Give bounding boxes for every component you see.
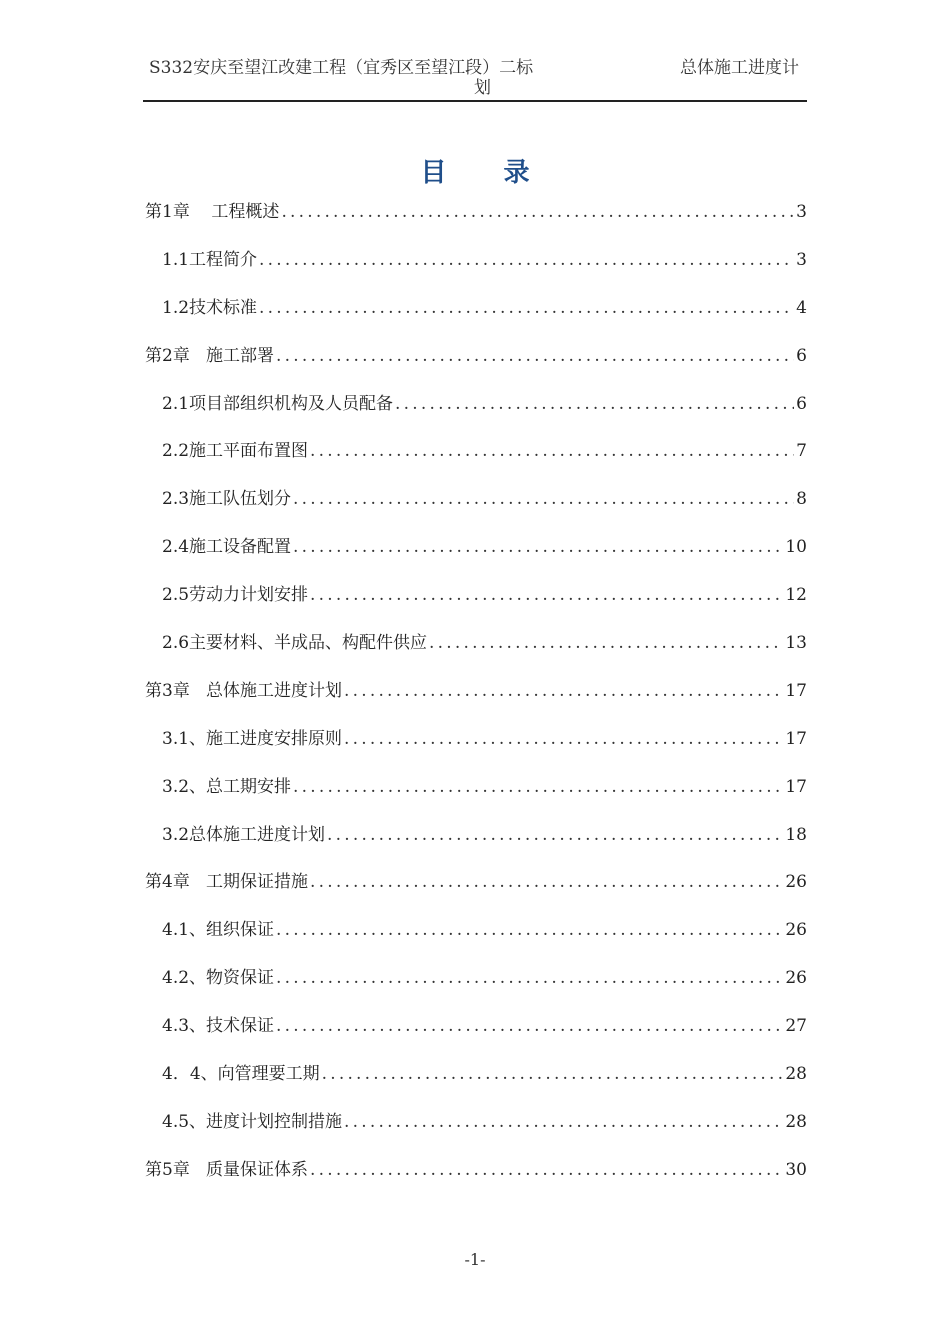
- toc-entry[interactable]: [145, 819, 807, 867]
- toc-entry-page: 30: [785, 1159, 807, 1180]
- toc-entry[interactable]: [145, 723, 807, 771]
- toc-entry[interactable]: [145, 866, 807, 914]
- toc-dot-leader: [429, 627, 783, 659]
- toc-entry[interactable]: [145, 1154, 807, 1202]
- toc-entry[interactable]: [145, 483, 807, 531]
- toc-entry-page: 4: [796, 297, 807, 318]
- toc-dot-leader: [259, 244, 794, 276]
- toc-dot-leader: [293, 483, 794, 515]
- toc-entry-label: 2.1项目部组织机构及人员配备: [162, 393, 394, 414]
- toc-dot-leader: [327, 819, 783, 851]
- toc-entry[interactable]: [145, 675, 807, 723]
- toc-dot-leader: [276, 962, 783, 994]
- table-of-contents: [145, 196, 807, 1202]
- toc-dot-leader: [310, 1154, 783, 1186]
- toc-entry-page: 12: [785, 585, 807, 606]
- toc-entry[interactable]: [145, 914, 807, 962]
- toc-entry[interactable]: [145, 1010, 807, 1058]
- page-number: -1-: [464, 1250, 486, 1269]
- toc-entry-label: 第1章 工程概述: [145, 202, 280, 222]
- toc-entry-label: 4．4、向管理要工期: [162, 1064, 320, 1085]
- toc-dot-leader: [293, 531, 783, 563]
- toc-entry-page: 26: [785, 920, 807, 941]
- toc-entry-label: 2.5劳动力计划安排: [162, 585, 309, 606]
- toc-entry-page: 17: [785, 680, 807, 701]
- header-project-title-line2: 划: [474, 78, 491, 98]
- toc-dot-leader: [310, 866, 783, 898]
- toc-entry[interactable]: [145, 244, 807, 292]
- toc-entry[interactable]: [145, 962, 807, 1010]
- toc-entry[interactable]: [145, 292, 807, 340]
- toc-entry-page: 28: [785, 1064, 807, 1085]
- toc-dot-leader: [395, 388, 794, 420]
- toc-entry-label: 2.3施工队伍划分: [162, 489, 292, 510]
- toc-entry-label: 1.2技术标准: [162, 297, 258, 318]
- toc-dot-leader: [344, 723, 783, 755]
- toc-entry-page: 3: [796, 249, 807, 270]
- toc-entry[interactable]: [145, 435, 807, 483]
- toc-entry-label: 第3章 总体施工进度计划: [145, 680, 343, 701]
- page-header: [143, 56, 807, 102]
- toc-entry[interactable]: [145, 531, 807, 579]
- toc-entry[interactable]: [145, 579, 807, 627]
- toc-dot-leader: [281, 196, 794, 228]
- toc-entry[interactable]: [145, 771, 807, 819]
- toc-dot-leader: [276, 914, 783, 946]
- toc-entry-page: 13: [785, 633, 807, 654]
- toc-title: 目 录: [420, 158, 554, 188]
- toc-entry-label: 第2章 施工部署: [145, 345, 275, 366]
- toc-entry-label: 4.2、物资保证: [162, 968, 275, 989]
- toc-entry-label: 4.1、组织保证: [162, 920, 275, 941]
- toc-entry-label: 3.2总体施工进度计划: [162, 824, 326, 845]
- toc-dot-leader: [322, 1058, 784, 1090]
- toc-dot-leader: [259, 292, 794, 324]
- toc-entry-page: 17: [785, 776, 807, 797]
- toc-entry-label: 2.2施工平面布置图: [162, 441, 309, 462]
- toc-dot-leader: [276, 340, 794, 372]
- toc-entry-label: 2.4施工设备配置: [162, 537, 292, 558]
- toc-entry-page: 3: [796, 202, 807, 222]
- toc-dot-leader: [344, 1106, 783, 1138]
- toc-entry-page: 18: [785, 824, 807, 845]
- toc-entry-label: 2.6主要材料、半成品、构配件供应: [162, 633, 428, 654]
- toc-entry[interactable]: [145, 1106, 807, 1154]
- toc-entry[interactable]: [145, 627, 807, 675]
- toc-entry-label: 第5章 质量保证体系: [145, 1159, 309, 1180]
- header-project-title-line1: S332安庆至望江改建工程（宜秀区至望江段）二标: [149, 58, 534, 78]
- toc-entry-page: 28: [785, 1111, 807, 1132]
- toc-entry[interactable]: [145, 388, 807, 436]
- toc-entry-page: 10: [785, 537, 807, 558]
- toc-entry[interactable]: [145, 1058, 807, 1106]
- toc-entry[interactable]: [145, 340, 807, 388]
- header-project-title: [143, 58, 649, 98]
- toc-entry-label: 4.3、技术保证: [162, 1016, 275, 1037]
- toc-entry-page: 26: [785, 968, 807, 989]
- toc-dot-leader: [276, 1010, 783, 1042]
- toc-entry-page: 8: [796, 489, 807, 510]
- toc-entry-label: 1.1工程简介: [162, 249, 258, 270]
- header-document-title: 总体施工进度计: [680, 58, 799, 78]
- toc-dot-leader: [293, 771, 783, 803]
- toc-entry-page: 7: [796, 441, 807, 462]
- toc-dot-leader: [344, 675, 783, 707]
- toc-entry-page: 6: [796, 345, 807, 366]
- toc-entry-label: 3.1、施工进度安排原则: [162, 728, 343, 749]
- toc-entry-page: 6: [796, 393, 807, 414]
- toc-dot-leader: [310, 579, 783, 611]
- toc-entry-page: 27: [785, 1016, 807, 1037]
- toc-entry-page: 17: [785, 728, 807, 749]
- toc-dot-leader: [310, 435, 794, 467]
- toc-entry-label: 4.5、进度计划控制措施: [162, 1111, 343, 1132]
- toc-entry[interactable]: [145, 196, 807, 244]
- toc-entry-label: 第4章 工期保证措施: [145, 872, 309, 893]
- toc-entry-page: 26: [785, 872, 807, 893]
- toc-entry-label: 3.2、总工期安排: [162, 776, 292, 797]
